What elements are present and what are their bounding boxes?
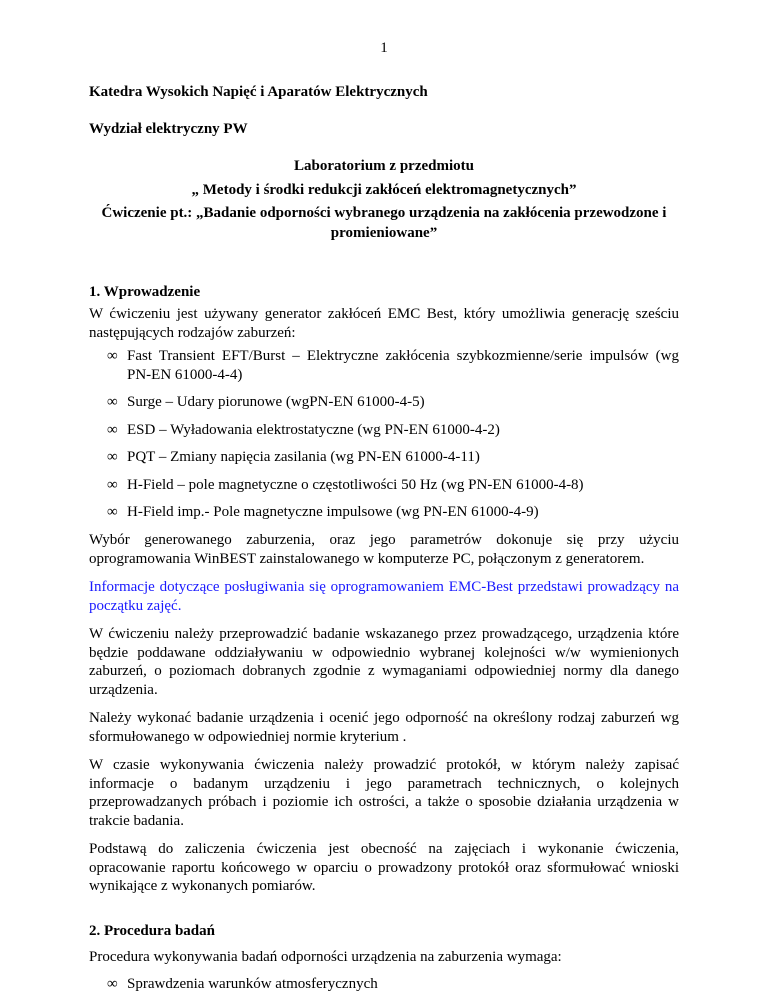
list-item bbox=[89, 476, 679, 495]
info-paragraph: Informacje dotyczące posługiwania się oprogramowaniem EMC-Best przedstawi prowadzący na początku zajęć. bbox=[89, 579, 679, 614]
list-item bbox=[89, 393, 679, 412]
task-paragraph: W ćwiczeniu należy przeprowadzić badanie wskazanego przez prowadzącego, urządzenia które będzie poddawane oddziaływaniu w odpowiednio wybranej kolejności w/w wymienionych zaburzeń, o poziomach dobranych zgodnie z wymaganiami odpowiedniej normy dla danego urządzenia. bbox=[89, 626, 679, 698]
bullet-icon: ∞ bbox=[107, 348, 118, 364]
department-name: Katedra Wysokich Napięć i Aparatów Elektrycznych bbox=[89, 84, 428, 100]
list-item-text: Surge – Udary piorunowe (wgPN-EN 61000-4-5) bbox=[127, 394, 425, 410]
list-item-text: H-Field – pole magnetyczne o częstotliwości 50 Hz (wg PN-EN 61000-4-8) bbox=[127, 476, 584, 493]
section-2-heading: 2. Procedura badań bbox=[89, 923, 215, 939]
list-item-text: H-Field imp.- Pole magnetyczne impulsowe (wg PN-EN 61000-4-9) bbox=[127, 504, 539, 520]
list-item bbox=[89, 347, 679, 384]
bullet-icon: ∞ bbox=[107, 394, 118, 410]
evaluation-paragraph: Należy wykonać badanie urządzenia i ocenić jego odporność na określony rodzaj zaburzeń wg sformułowanego w odpowiedniej normie kryterium . bbox=[89, 710, 679, 745]
list-item bbox=[89, 975, 679, 994]
page-number: 1 bbox=[380, 40, 388, 56]
bullet-icon: ∞ bbox=[107, 504, 118, 520]
bullet-icon: ∞ bbox=[107, 421, 118, 438]
selection-paragraph: Wybór generowanego zaburzenia, oraz jego parametrów dokonuje się przy użyciu oprogramowania WinBEST zainstalowanego w komputerze PC, połączonym z generatorem. bbox=[89, 532, 679, 567]
section-1-heading: 1. Wprowadzenie bbox=[89, 284, 201, 300]
bullet-icon: ∞ bbox=[107, 449, 118, 465]
protocol-paragraph: W czasie wykonywania ćwiczenia należy prowadzić protokół, w którym należy zapisać informacje o badanym urządzeniu i jego parametrach technicznych, o kolejnych przeprowadzanych próbach i poziomie ich ostrości, a także o sposobie działania urządzenia w trakcie badania. bbox=[89, 757, 679, 829]
list-item-text: Fast Transient EFT/Burst – Elektryczne zakłócenia szybkozmienne/serie impulsów (wg PN-EN 61000-4-4) bbox=[127, 348, 679, 383]
section-2-intro: Procedura wykonywania badań odporności urządzenia na zaburzenia wymaga: bbox=[89, 949, 562, 965]
section-1-intro: W ćwiczeniu jest używany generator zakłóceń EMC Best, który umożliwia generację sześciu następujących rodzajów zaburzeń: bbox=[89, 306, 679, 341]
title-line-3: Ćwiczenie pt.: „Badanie odporności wybranego urządzenia na zakłócenia przewodzone i promieniowane” bbox=[101, 205, 667, 241]
list-item-text: Sprawdzenia warunków atmosferycznych bbox=[127, 976, 378, 992]
list-item-text: PQT – Zmiany napięcia zasilania (wg PN-EN 61000-4-11) bbox=[127, 449, 480, 465]
credit-paragraph: Podstawą do zaliczenia ćwiczenia jest obecność na zajęciach i wykonanie ćwiczenia, opracowanie raportu końcowego w oparciu o prowadzony protokół oraz sformułować wnioski wynikające z wykonanych pomiarów. bbox=[89, 841, 679, 894]
list-item bbox=[89, 503, 679, 522]
title-line-1: Laboratorium z przedmiotu bbox=[294, 158, 474, 174]
list-item bbox=[89, 421, 679, 440]
list-item bbox=[89, 448, 679, 467]
faculty-name: Wydział elektryczny PW bbox=[89, 121, 248, 137]
disturbance-list bbox=[89, 347, 679, 531]
title-line-2: „ Metody i środki redukcji zakłóceń elektromagnetycznych” bbox=[191, 182, 577, 198]
bullet-icon: ∞ bbox=[107, 976, 118, 992]
procedure-list bbox=[89, 975, 679, 994]
bullet-icon: ∞ bbox=[107, 476, 118, 493]
list-item-text: ESD – Wyładowania elektrostatyczne (wg PN-EN 61000-4-2) bbox=[127, 421, 500, 438]
